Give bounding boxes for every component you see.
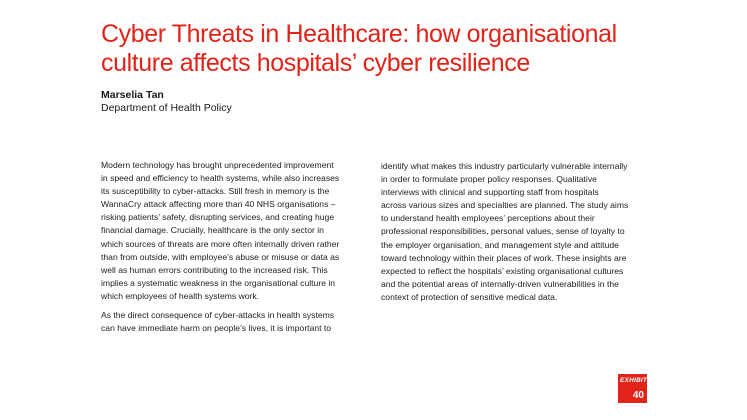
exhibit-badge <box>618 374 647 403</box>
exhibit-number: 40 <box>632 390 644 401</box>
text-line: risking patients’ safety, disrupting services, and creating huge <box>101 212 335 223</box>
text-line: which sources of threats are more often internally driven rather <box>101 238 340 249</box>
text-line: identify what makes this industry particularly vulnerable internally <box>381 161 628 171</box>
body-column-right <box>381 160 649 310</box>
text-line: WannaCry attack affecting more than 40 NHS organisations – <box>101 199 336 210</box>
text-line: professional responsibilities, personal values, sense of loyalty to <box>381 226 625 237</box>
text-line: than from outside, with employee’s abuse or misuse or data as <box>101 251 340 262</box>
author-block <box>101 89 232 115</box>
text-line: interviews with clinical and supporting staff from hospitals <box>381 187 599 198</box>
text-line: to understand health employees’ perceptions about their <box>381 213 595 224</box>
text-line: context of protection of sensitive medical data. <box>381 291 558 302</box>
paragraph <box>101 309 369 335</box>
text-line: in order to formulate proper policy responses. Qualitative <box>381 174 597 185</box>
paragraph <box>101 159 369 303</box>
text-line: can have immediate harm on people’s lives, it is important to <box>101 323 332 334</box>
exhibit-label: EXHIBIT <box>620 377 648 384</box>
text-line: financial damage. Crucially, healthcare is the only sector in <box>101 225 324 236</box>
text-line: across various sizes and specialties are planned. The study aims <box>381 200 629 211</box>
text-line: in speed and efficiency to health systems, while also increases <box>101 173 340 184</box>
body-column-left <box>101 159 369 341</box>
text-line: implies a systematic weakness in the organisational culture in <box>101 277 336 288</box>
author-name: Marselia Tan <box>101 89 164 101</box>
page-title: Cyber Threats in Healthcare: how organisational culture affects hospitals’ cyber resilience <box>101 20 617 77</box>
text-line: As the direct consequence of cyber-attacks in health systems <box>101 310 335 321</box>
text-line: well as human errors contributing to the increased risk. This <box>101 264 328 275</box>
text-line: toward technology within their places of work. These insights are <box>381 252 627 263</box>
text-line: its susceptibility to cyber-attacks. Still fresh in memory is the <box>101 186 330 197</box>
text-line: expected to reflect the hospitals’ existing organisational cultures <box>381 265 624 276</box>
author-department: Department of Health Policy <box>101 102 232 114</box>
paragraph <box>381 160 649 304</box>
text-line: which employees of health systems work. <box>101 290 260 301</box>
text-line: and the potential areas of internally-driven vulnerabilities in the <box>381 278 619 289</box>
text-line: Modern technology has brought unprecedented improvement <box>101 160 334 170</box>
text-line: the employer organisation, and management style and attitude <box>381 239 619 250</box>
